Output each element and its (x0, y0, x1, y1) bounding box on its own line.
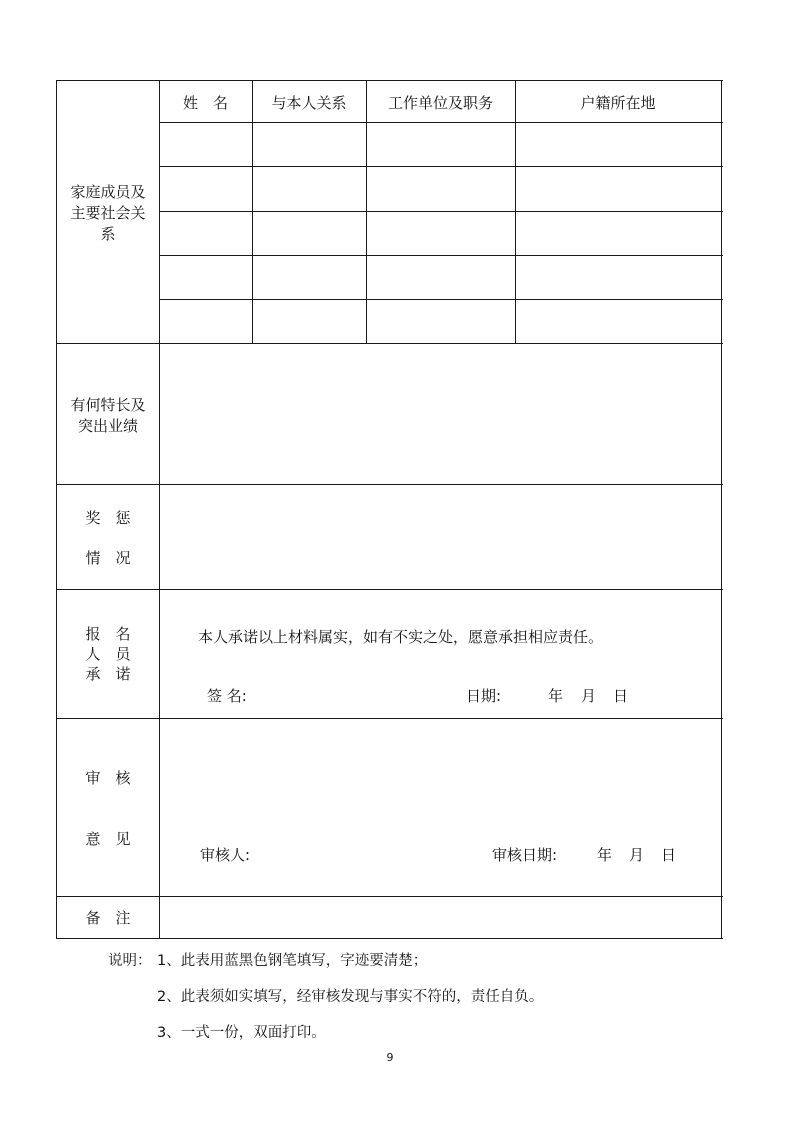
instruction-item: 2、此表须如实填写，经审核发现与事实不符的，责任自负。 (157, 989, 544, 1005)
awards-label-line-1: 奖 惩 (85, 509, 131, 527)
family-row-divider (159, 166, 723, 167)
instructions-prefix: 说明： (108, 953, 152, 969)
review-date-year: 年 (597, 846, 613, 864)
pledge-label-line-1: 报 名 (85, 625, 131, 643)
section-divider (56, 896, 723, 897)
section-divider (56, 718, 723, 719)
table-right-border (721, 80, 722, 939)
review-date-month: 月 (629, 846, 645, 864)
family-label-line-1: 家庭成员及 (70, 183, 146, 201)
pledge-date-year: 年 (548, 687, 564, 705)
section-divider (56, 589, 723, 590)
pledge-statement: 本人承诺以上材料属实，如有不实之处，愿意承担相应责任。 (198, 628, 604, 646)
review-label-line-2: 意 见 (85, 830, 131, 848)
review-date-day: 日 (661, 846, 677, 864)
pledge-label-line-2: 人 员 (85, 645, 131, 663)
remarks-field[interactable] (168, 905, 713, 931)
specialty-field[interactable] (168, 352, 713, 476)
table-top-border (56, 80, 723, 81)
page-number: 9 (386, 1051, 394, 1064)
instruction-item: 3、一式一份，双面打印。 (157, 1025, 326, 1041)
remarks-label: 备 注 (85, 909, 131, 927)
signature-field[interactable] (262, 684, 442, 706)
family-row-divider (159, 211, 723, 212)
pledge-date-day: 日 (613, 687, 629, 705)
header-name: 姓 名 (182, 94, 228, 112)
family-label-line-3: 系 (100, 225, 116, 243)
family-header-divider (159, 122, 723, 123)
review-opinion-field[interactable] (168, 727, 713, 837)
section-divider (56, 343, 723, 344)
review-date-label: 审核日期: (492, 846, 558, 864)
pledge-date-label: 日期: (466, 687, 502, 705)
awards-field[interactable] (168, 493, 713, 581)
family-row-divider (159, 255, 723, 256)
family-row-divider (159, 299, 723, 300)
header-relationship: 与本人关系 (271, 94, 347, 112)
header-employer-position: 工作单位及职务 (387, 94, 493, 112)
specialty-label-line-2: 突出业绩 (77, 417, 138, 435)
specialty-label-line-1: 有何特长及 (70, 396, 146, 414)
pledge-label-line-3: 承 诺 (85, 665, 131, 683)
family-label-line-2: 主要社会关 (70, 204, 146, 222)
signature-label: 签 名: (207, 687, 247, 705)
awards-label-line-2: 情 况 (85, 549, 131, 567)
review-label-line-1: 审 核 (85, 769, 131, 787)
pledge-date-month: 月 (581, 687, 597, 705)
instruction-item: 1、此表用蓝黑色钢笔填写，字迹要清楚； (157, 953, 428, 969)
header-household-registration: 户籍所在地 (580, 94, 656, 112)
table-bottom-border (56, 938, 723, 939)
section-divider (56, 484, 723, 485)
reviewer-label: 审核人: (200, 846, 251, 864)
